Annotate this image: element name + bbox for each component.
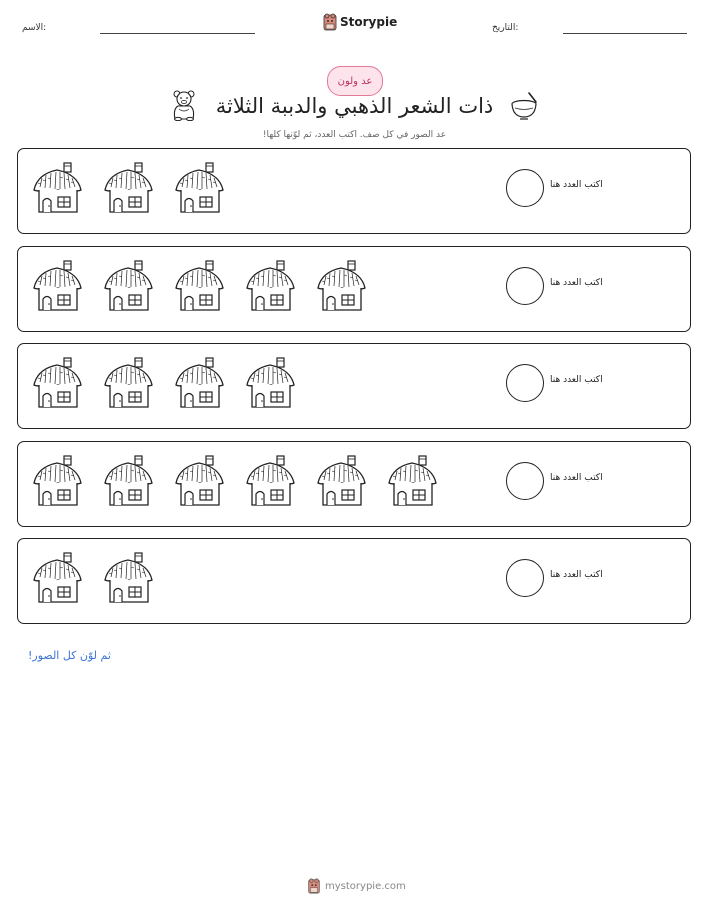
- brand-name: Storypie: [340, 15, 398, 29]
- thatched-cottage-icon: [243, 356, 297, 410]
- counting-row: [17, 343, 691, 429]
- name-label: الاسم:: [22, 23, 47, 33]
- thatched-cottage-icon: [101, 161, 155, 215]
- thatched-cottage-icon: [30, 356, 84, 410]
- write-number-label: اكتب العدد هنا: [550, 180, 603, 190]
- name-field-line[interactable]: [100, 33, 255, 34]
- picture-group: [30, 161, 226, 215]
- thatched-cottage-icon: [243, 454, 297, 508]
- date-label: التاريخ:: [492, 23, 519, 33]
- counting-row: [17, 538, 691, 624]
- thatched-cottage-icon: [101, 454, 155, 508]
- answer-circle[interactable]: [506, 267, 544, 305]
- counting-row: [17, 246, 691, 332]
- worksheet-title: ذات الشعر الذهبي والدببة الثلاثة: [215, 94, 494, 118]
- thatched-cottage-icon: [30, 454, 84, 508]
- write-number-label: اكتب العدد هنا: [550, 570, 603, 580]
- bear-icon: [170, 89, 198, 121]
- answer-circle[interactable]: [506, 559, 544, 597]
- thatched-cottage-icon: [314, 259, 368, 313]
- thatched-cottage-icon: [30, 551, 84, 605]
- worksheet-header: [0, 12, 709, 42]
- thatched-cottage-icon: [314, 454, 368, 508]
- footer: [307, 878, 406, 894]
- thatched-cottage-icon: [101, 356, 155, 410]
- write-number-label: اكتب العدد هنا: [550, 375, 603, 385]
- picture-group: [30, 454, 439, 508]
- write-number-label: اكتب العدد هنا: [550, 277, 603, 288]
- date-field-line[interactable]: [563, 33, 687, 34]
- thatched-cottage-icon: [172, 356, 226, 410]
- storypie-logo: [323, 13, 397, 31]
- picture-group: [30, 356, 297, 410]
- counting-row: [17, 441, 691, 527]
- picture-group: [30, 551, 155, 605]
- thatched-cottage-icon: [172, 161, 226, 215]
- answer-circle[interactable]: [506, 462, 544, 500]
- footer-site: mystorypie.com: [325, 880, 406, 892]
- storypie-bear-icon: [323, 13, 337, 31]
- write-number-label: اكتب العدد هنا: [550, 472, 603, 483]
- counting-row: [17, 148, 691, 234]
- thatched-cottage-icon: [172, 259, 226, 313]
- storypie-bear-icon: [307, 878, 321, 894]
- coloring-note: ثم لوّن كل الصور!: [28, 649, 111, 662]
- thatched-cottage-icon: [101, 551, 155, 605]
- answer-circle[interactable]: [506, 169, 544, 207]
- thatched-cottage-icon: [30, 259, 84, 313]
- thatched-cottage-icon: [30, 161, 84, 215]
- worksheet-instructions: عد الصور في كل صف. اكتب العدد، ثم لوّنها كلها!: [262, 130, 447, 140]
- answer-circle[interactable]: [506, 364, 544, 402]
- thatched-cottage-icon: [243, 259, 297, 313]
- count-and-color-badge: عد ولون: [327, 66, 383, 96]
- thatched-cottage-icon: [172, 454, 226, 508]
- thatched-cottage-icon: [101, 259, 155, 313]
- thatched-cottage-icon: [385, 454, 439, 508]
- picture-group: [30, 259, 368, 313]
